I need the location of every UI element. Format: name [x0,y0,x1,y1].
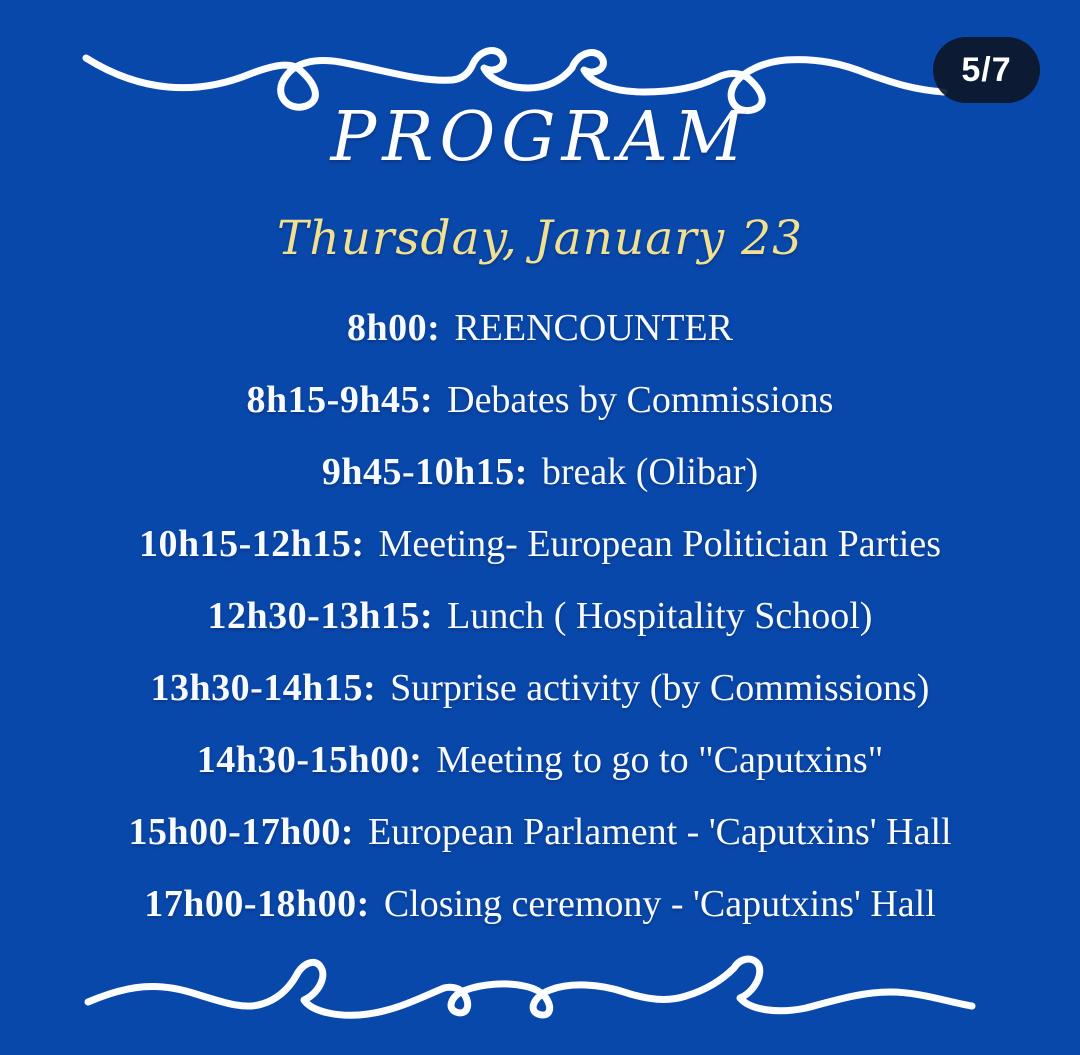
item-description: Surprise activity (by Commissions) [390,667,930,709]
schedule-item [0,508,1080,580]
item-time: 8h00: [347,307,441,349]
bottom-swirl-decoration [0,950,1080,1055]
schedule-item [0,292,1080,364]
schedule-list [0,292,1080,940]
item-time: 8h15-9h45: [246,379,434,421]
item-description: break (Olibar) [541,451,759,493]
schedule-item [0,868,1080,940]
schedule-item [0,796,1080,868]
schedule-item [0,724,1080,796]
item-time: 17h00-18h00: [144,883,370,925]
item-description: REENCOUNTER [454,307,733,349]
item-time: 10h15-12h15: [138,523,365,565]
item-time: 12h30-13h15: [207,595,434,637]
item-description: Meeting to go to "Caputxins" [436,739,884,781]
schedule-item [0,580,1080,652]
item-time: 15h00-17h00: [128,811,355,853]
pagination-badge [933,37,1040,103]
pagination-label: 5/7 [961,50,1012,89]
item-description: Meeting- European Politician Parties [378,523,942,565]
schedule-item [0,652,1080,724]
schedule-item [0,436,1080,508]
date-subtitle: Thursday, January 23 [277,211,803,266]
schedule-item [0,364,1080,436]
item-description: Closing ceremony - 'Caputxins' Hall [383,883,936,925]
item-time: 13h30-14h15: [150,667,377,709]
item-description: Lunch ( Hospitality School) [447,595,873,637]
item-description: Debates by Commissions [447,379,834,421]
item-time: 14h30-15h00: [196,739,423,781]
item-description: European Parlament - 'Caputxins' Hall [368,811,952,853]
page-title: PROGRAM [330,98,750,177]
item-time: 9h45-10h15: [321,451,528,493]
